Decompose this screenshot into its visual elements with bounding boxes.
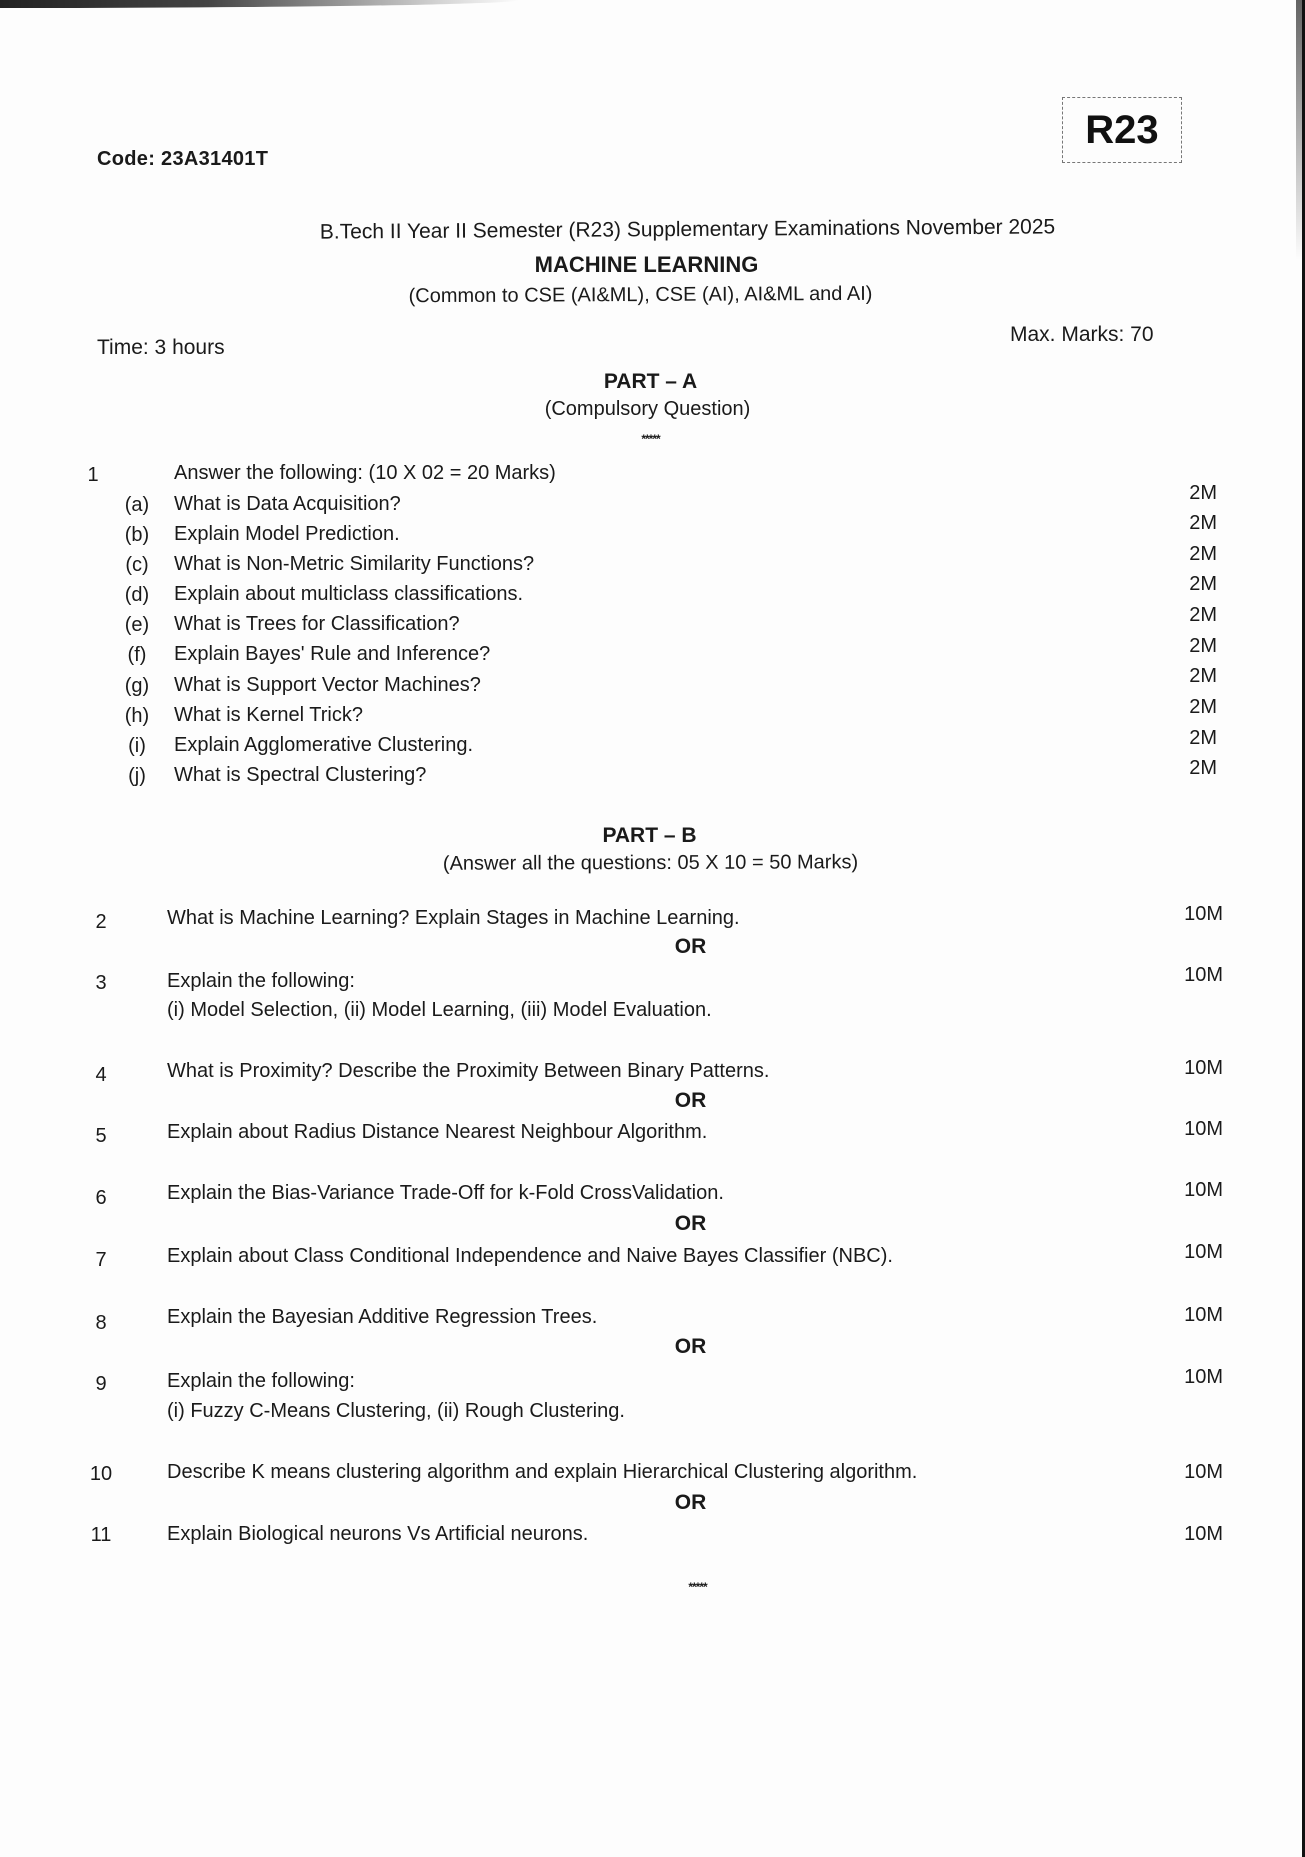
part-b-question-marks: 10M — [1184, 1366, 1223, 1388]
part-a-item-text: Explain Bayes' Rule and Inference? — [174, 643, 491, 665]
part-a-item-text: Explain about multiclass classifications. — [174, 583, 524, 605]
part-b-question-marks: 10M — [1184, 1461, 1223, 1483]
part-a-item-text: What is Spectral Clustering? — [174, 764, 427, 786]
part-a-item-marks: 2M — [1189, 512, 1217, 534]
part-a-item-text: What is Support Vector Machines? — [174, 674, 481, 696]
part-b-question-text: Explain the Bayesian Additive Regression Trees. — [167, 1306, 598, 1328]
part-b-question-text: Describe K means clustering algorithm and explain Hierarchical Clustering algorithm. — [167, 1461, 918, 1483]
or-divider: OR — [674, 1089, 707, 1112]
part-a-subheading: (Compulsory Question) — [544, 398, 751, 420]
end-separator: ***** — [688, 1580, 707, 1594]
part-b-question-number: 5 — [95, 1125, 107, 1147]
subject-title: MACHINE LEARNING — [534, 252, 759, 277]
or-divider: OR — [674, 1491, 707, 1514]
regulation-box — [1062, 97, 1182, 163]
part-a-item-marks: 2M — [1189, 573, 1217, 595]
part-b-heading: PART – B — [602, 824, 697, 847]
part-a-item-marks: 2M — [1189, 635, 1217, 657]
part-b-question-marks: 10M — [1184, 1057, 1223, 1079]
part-b-question-text: Explain Biological neurons Vs Artificial neurons. — [167, 1523, 589, 1545]
or-divider: OR — [674, 1335, 707, 1358]
common-to-branches: (Common to CSE (AI&ML), CSE (AI), AI&ML and AI) — [408, 282, 873, 308]
part-b-question-number: 10 — [89, 1463, 113, 1485]
part-a-item-text: What is Non-Metric Similarity Functions? — [174, 553, 535, 575]
part-b-question-text: Explain the following: — [167, 970, 355, 992]
or-divider: OR — [674, 935, 707, 958]
part-a-item-label: (e) — [124, 614, 150, 636]
part-a-item-marks: 2M — [1189, 696, 1217, 718]
part-a-item-marks: 2M — [1189, 665, 1217, 687]
scan-shadow-top — [0, 0, 520, 8]
part-b-question-number: 6 — [95, 1187, 107, 1209]
part-a-item-label: (g) — [124, 675, 150, 697]
part-b-question-number: 8 — [95, 1312, 107, 1334]
part-b-question-number: 11 — [90, 1524, 112, 1546]
part-a-item-marks: 2M — [1189, 757, 1217, 779]
part-a-item-text: Explain Model Prediction. — [174, 523, 400, 545]
part-a-item-marks: 2M — [1189, 604, 1217, 626]
part-b-question-subtext: (i) Model Selection, (ii) Model Learning, (iii) Model Evaluation. — [167, 999, 712, 1021]
part-b-question-text: What is Proximity? Describe the Proximity Between Binary Patterns. — [167, 1060, 770, 1082]
part-b-question-text: Explain about Class Conditional Independence and Naive Bayes Classifier (NBC). — [167, 1245, 893, 1267]
part-b-question-number: 3 — [95, 972, 107, 994]
exam-title: B.Tech II Year II Semester (R23) Supplementary Examinations November 2025 — [319, 215, 1056, 244]
part-a-item-label: (j) — [128, 765, 146, 787]
part-a-item-marks: 2M — [1189, 482, 1217, 504]
part-a-item-label: (h) — [124, 705, 150, 727]
part-a-item-text: Explain Agglomerative Clustering. — [174, 734, 474, 756]
part-b-question-marks: 10M — [1184, 1304, 1223, 1326]
exam-duration: Time: 3 hours — [97, 336, 225, 359]
part-a-item-label: (a) — [124, 494, 150, 516]
part-a-item-text: What is Kernel Trick? — [174, 704, 363, 726]
part-b-question-text: Explain the Bias-Variance Trade-Off for k-Fold CrossValidation. — [167, 1182, 724, 1204]
part-b-question-number: 4 — [95, 1064, 107, 1086]
part-b-question-marks: 10M — [1184, 964, 1223, 986]
part-b-question-number: 9 — [95, 1373, 107, 1395]
question-number: 1 — [87, 464, 99, 486]
part-b-question-number: 2 — [95, 911, 107, 933]
part-a-item-text: What is Data Acquisition? — [174, 493, 401, 515]
part-a-item-label: (c) — [125, 554, 149, 576]
part-a-item-label: (i) — [128, 735, 146, 757]
part-a-item-marks: 2M — [1189, 727, 1217, 749]
part-b-question-subtext: (i) Fuzzy C-Means Clustering, (ii) Rough Clustering. — [167, 1400, 625, 1422]
part-b-subheading: (Answer all the questions: 05 X 10 = 50 Marks) — [442, 851, 859, 875]
part-a-item-marks: 2M — [1189, 543, 1217, 565]
part-b-question-text: What is Machine Learning? Explain Stages in Machine Learning. — [167, 907, 740, 929]
part-b-question-marks: 10M — [1184, 903, 1223, 925]
part-b-question-text: Explain the following: — [167, 1370, 355, 1392]
regulation-label: R23 — [1085, 107, 1159, 152]
or-divider: OR — [674, 1212, 707, 1235]
part-a-item-label: (d) — [124, 584, 150, 606]
part-b-question-text: Explain about Radius Distance Nearest Neighbour Algorithm. — [167, 1121, 708, 1143]
part-a-item-text: What is Trees for Classification? — [174, 613, 460, 635]
part-b-question-marks: 10M — [1184, 1523, 1223, 1545]
max-marks: Max. Marks: 70 — [1010, 323, 1154, 346]
part-a-item-label: (b) — [124, 524, 150, 546]
part-b-question-marks: 10M — [1184, 1118, 1223, 1140]
part-b-question-number: 7 — [95, 1249, 107, 1271]
part-b-question-marks: 10M — [1184, 1179, 1223, 1201]
part-a-separator: ***** — [641, 432, 660, 446]
part-a-instruction: Answer the following: (10 X 02 = 20 Marks) — [174, 462, 556, 484]
subject-code: Code: 23A31401T — [97, 148, 269, 170]
part-b-question-marks: 10M — [1184, 1241, 1223, 1263]
part-a-heading: PART – A — [603, 370, 698, 393]
part-a-item-label: (f) — [127, 644, 147, 666]
